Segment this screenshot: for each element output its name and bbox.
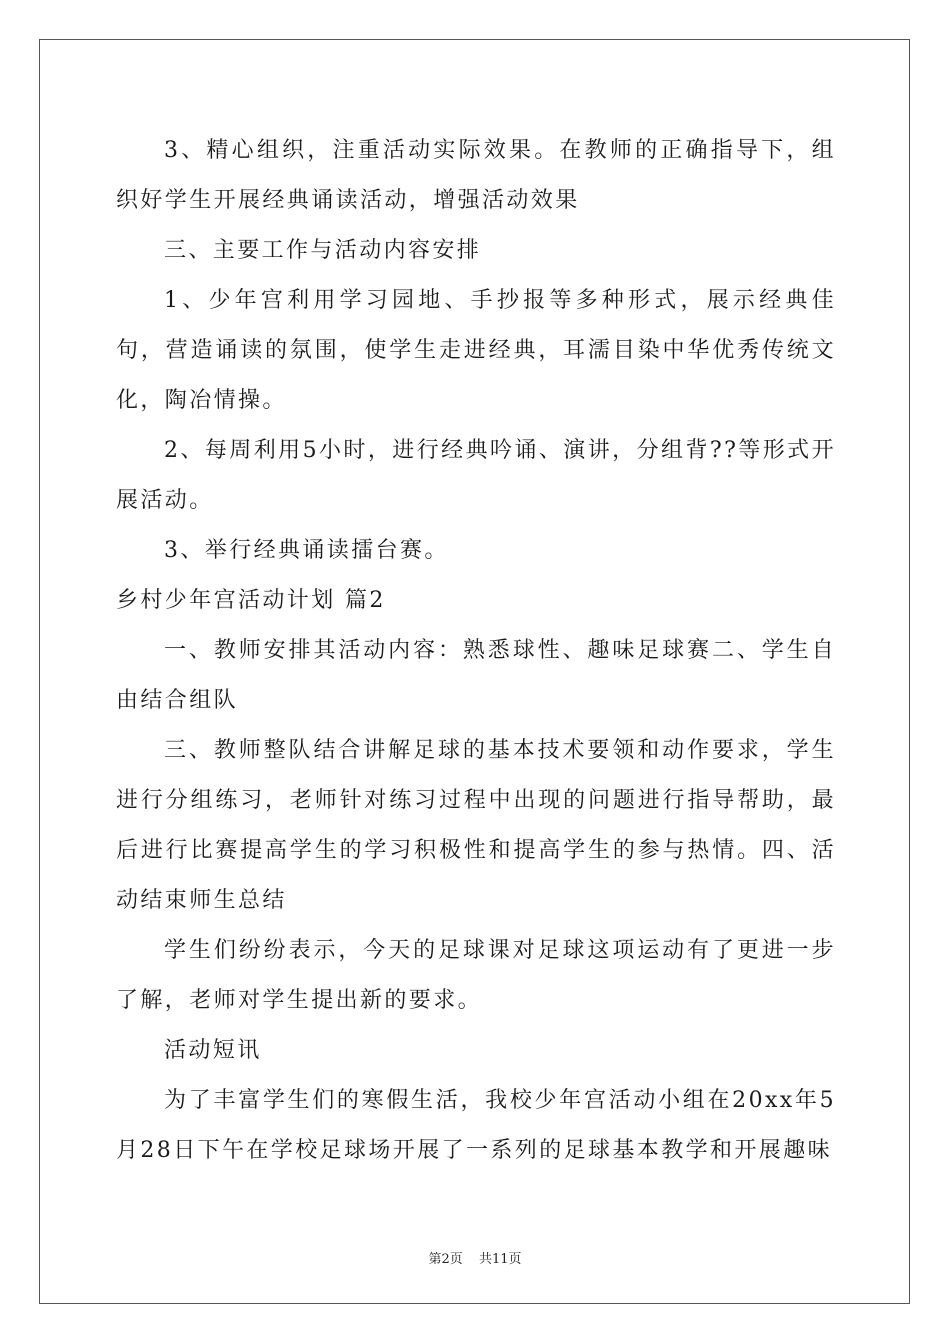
section-heading: 活动短讯 — [164, 1038, 262, 1063]
page-total: 共11页 — [478, 1252, 522, 1267]
document-body — [116, 126, 836, 1176]
section-heading: 三、主要工作与活动内容安排 — [164, 238, 482, 263]
paragraph: 2、每周利用5小时，进行经典吟诵、演讲，分组背??等形式开展活动。 — [116, 438, 836, 513]
paragraph: 3、精心组织，注重活动实际效果。在教师的正确指导下，组织好学生开展经典诵读活动，增强活动效果 — [116, 138, 836, 213]
page-footer — [0, 1248, 950, 1267]
page-number: 第2页 — [428, 1252, 463, 1267]
paragraph: 三、教师整队结合讲解足球的基本技术要领和动作要求，学生进行分组练习，老师针对练习过程中出现的问题进行指导帮助，最后进行比赛提高学生的学习积极性和提高学生的参与热情。四、活动结束师生总结 — [116, 738, 836, 913]
paragraph: 3、举行经典诵读擂台赛。 — [164, 538, 449, 563]
paragraph: 为了丰富学生们的寒假生活，我校少年宫活动小组在20xx年5月28日下午在学校足球场开展了一系列的足球基本教学和开展趣味 — [116, 1088, 836, 1163]
paragraph: 一、教师安排其活动内容：熟悉球性、趣味足球赛二、学生自由结合组队 — [116, 638, 836, 713]
paragraph: 学生们纷纷表示，今天的足球课对足球这项运动有了更进一步了解，老师对学生提出新的要求。 — [116, 938, 836, 1013]
paragraph: 1、少年宫利用学习园地、手抄报等多种形式，展示经典佳句，营造诵读的氛围，使学生走进经典，耳濡目染中华优秀传统文化，陶冶情操。 — [116, 288, 836, 413]
article-title: 乡村少年宫活动计划 篇2 — [116, 588, 386, 613]
